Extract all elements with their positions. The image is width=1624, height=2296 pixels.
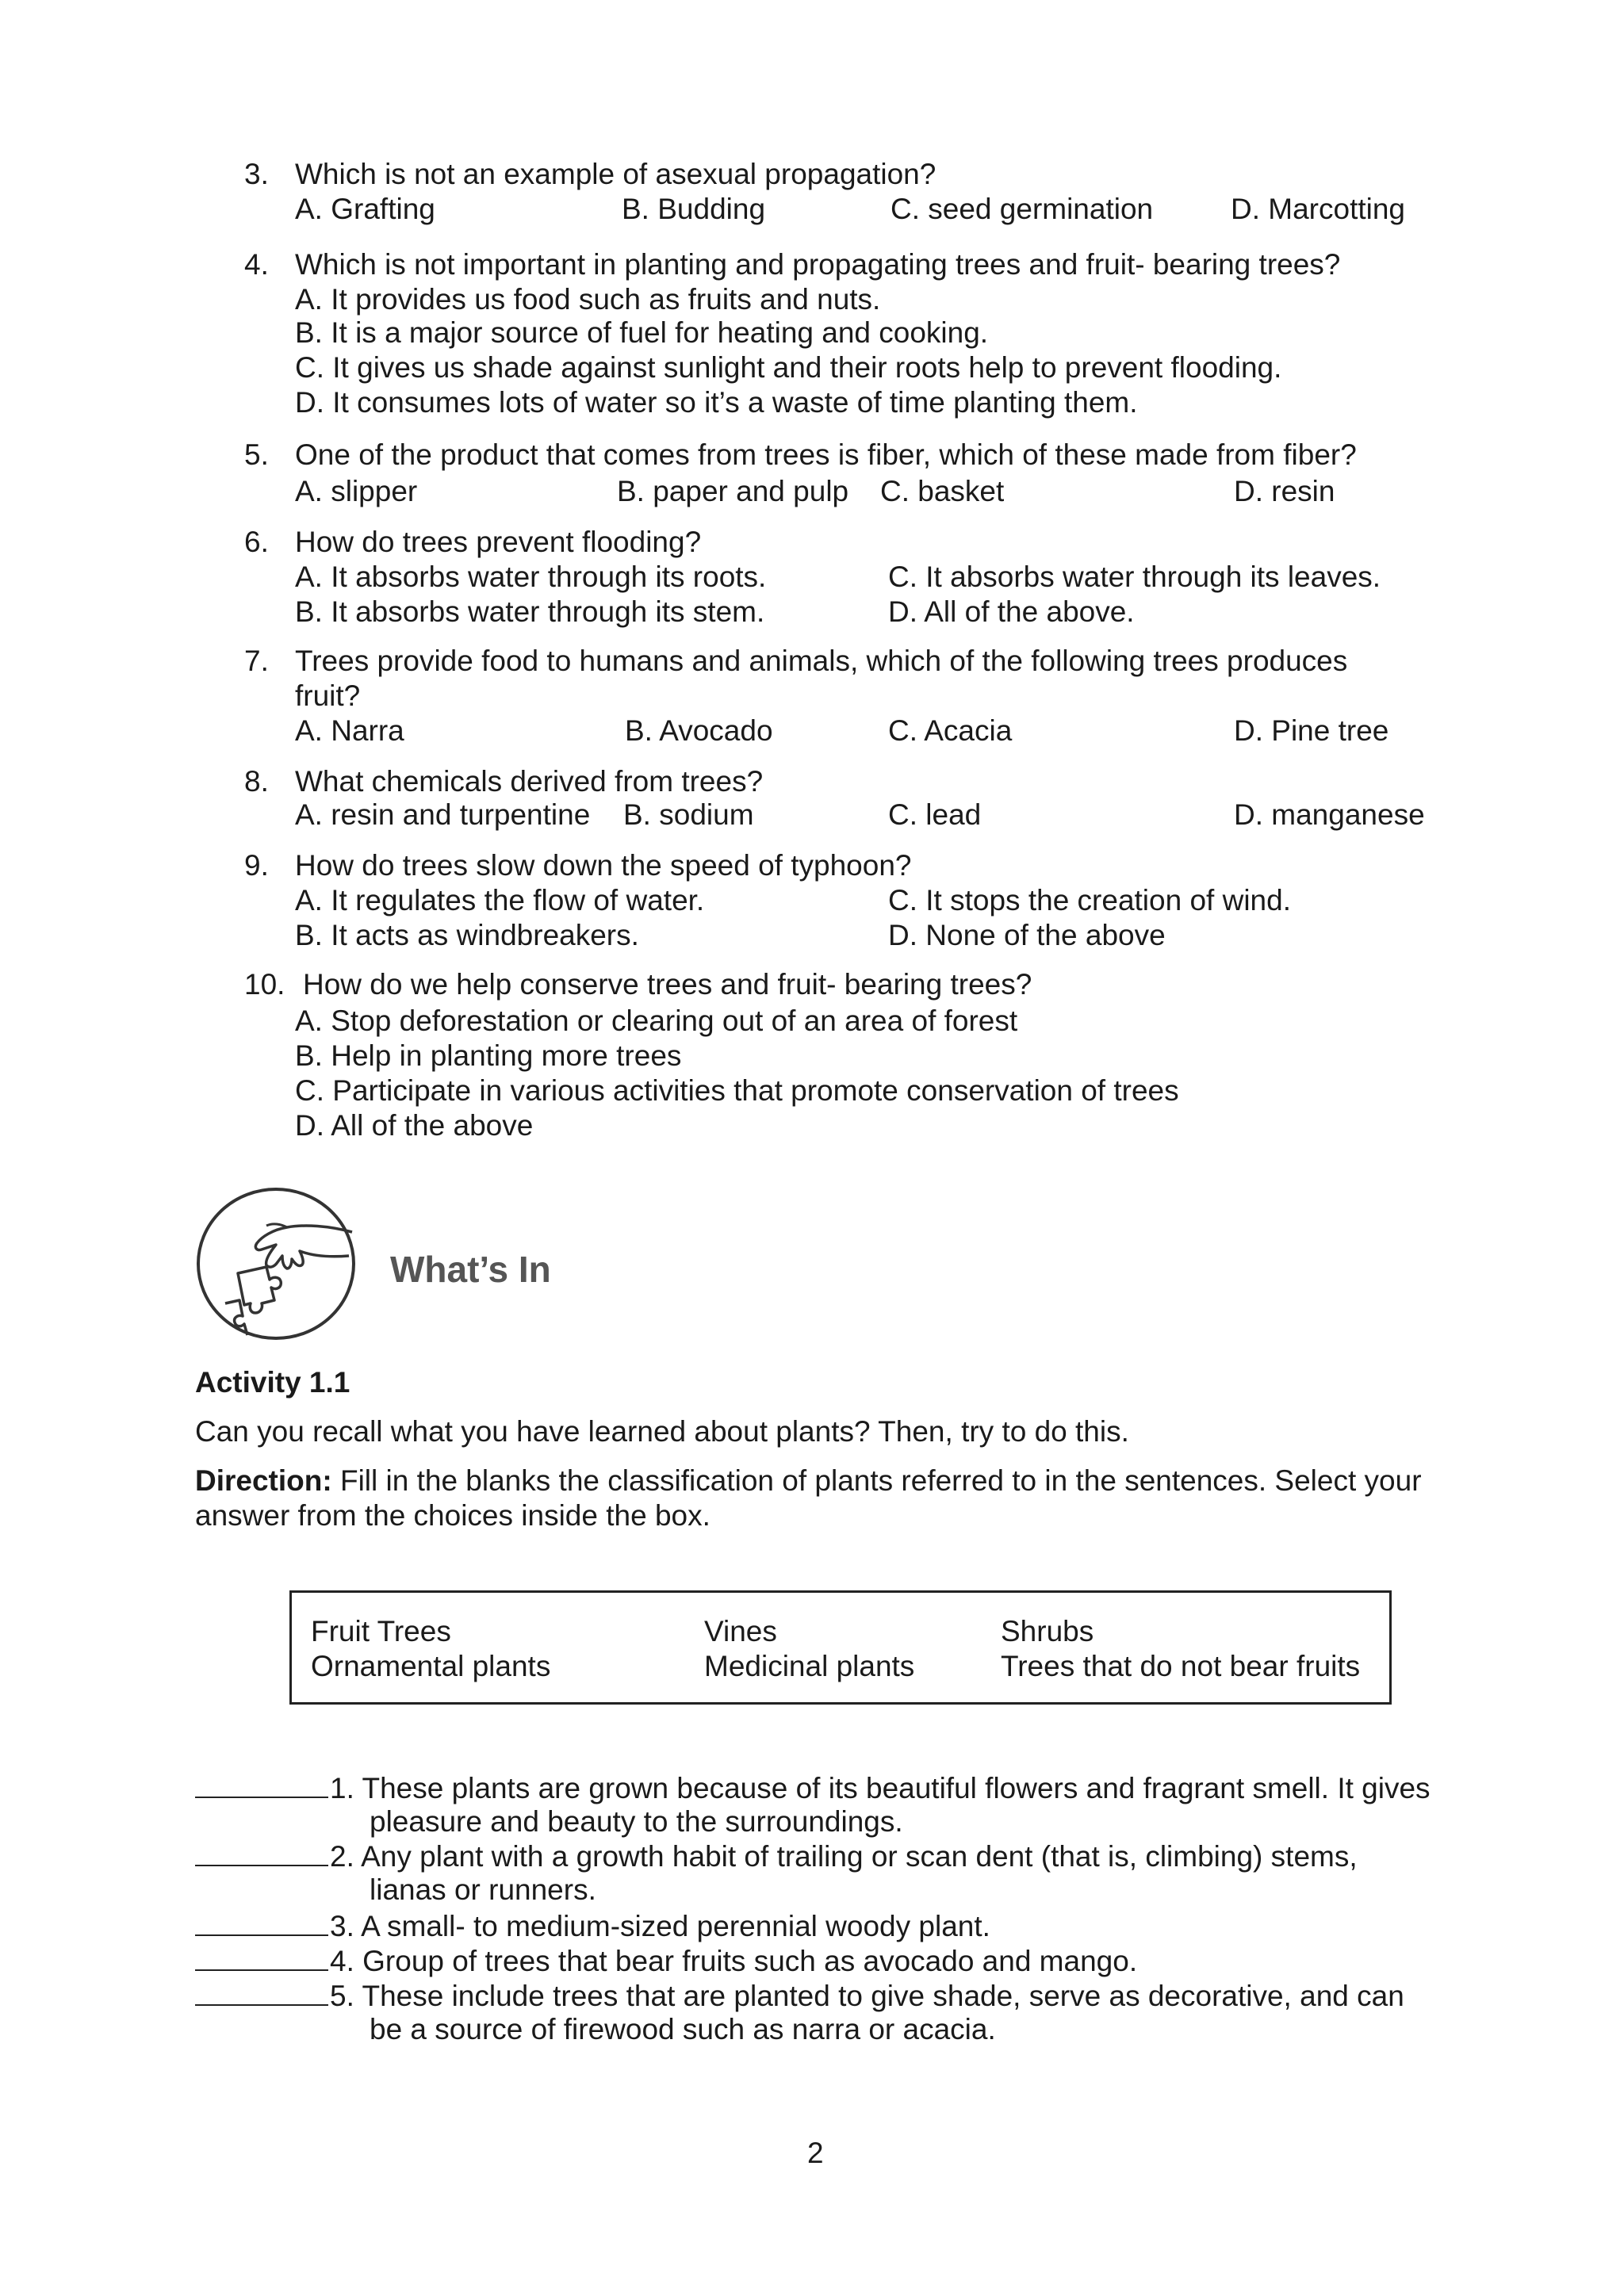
item-text: A small- to medium-sized perennial woody plant. bbox=[354, 1910, 990, 1942]
choice-item: Ornamental plants bbox=[311, 1650, 551, 1682]
option-a: A. It absorbs water through its roots. bbox=[295, 561, 767, 593]
direction-line bbox=[195, 1464, 1422, 1498]
choice-item: Medicinal plants bbox=[704, 1650, 915, 1682]
option-d: D. All of the above. bbox=[888, 595, 1135, 628]
option-c: C. It stops the creation of wind. bbox=[888, 884, 1291, 916]
item-number: 1. bbox=[330, 1772, 354, 1804]
question-stem: What chemicals derived from trees? bbox=[295, 765, 764, 798]
fill-item-1 bbox=[195, 1770, 1431, 1806]
activity-title: Activity 1.1 bbox=[195, 1366, 350, 1399]
option-d: D. Marcotting bbox=[1231, 193, 1406, 225]
question-stem: Trees provide food to humans and animals, which of the following trees produces bbox=[295, 645, 1348, 677]
question-stem: How do trees slow down the speed of typhoon? bbox=[295, 849, 912, 882]
question-number: 4. bbox=[244, 248, 269, 281]
option-c: C. It gives us shade against sunlight and their roots help to prevent flooding. bbox=[295, 351, 1282, 384]
choices-box bbox=[289, 1590, 1392, 1705]
activity-intro: Can you recall what you have learned about plants? Then, try to do this. bbox=[195, 1415, 1129, 1448]
answer-blank[interactable] bbox=[195, 1908, 328, 1936]
option-b: B. Avocado bbox=[625, 714, 773, 747]
question-stem: Which is not important in planting and propagating trees and fruit- bearing trees? bbox=[295, 248, 1341, 281]
fill-item-3 bbox=[195, 1908, 990, 1944]
choice-item: Shrubs bbox=[1001, 1615, 1094, 1647]
question-stem: How do we help conserve trees and fruit- bearing trees? bbox=[303, 968, 1032, 1001]
question-stem-continued: fruit? bbox=[295, 679, 361, 712]
option-c: C. Participate in various activities that promote conservation of trees bbox=[295, 1074, 1179, 1107]
option-a: A. resin and turpentine bbox=[295, 798, 591, 831]
option-a: A. Narra bbox=[295, 714, 404, 747]
direction-text-continued: answer from the choices inside the box. bbox=[195, 1499, 710, 1532]
choice-item: Fruit Trees bbox=[311, 1615, 451, 1647]
option-d: D. resin bbox=[1234, 475, 1335, 507]
option-a: A. It provides us food such as fruits and nuts. bbox=[295, 283, 881, 316]
item-text: Group of trees that bear fruits such as avocado and mango. bbox=[354, 1945, 1138, 1977]
option-a: A. Grafting bbox=[295, 193, 435, 225]
item-text-continued: lianas or runners. bbox=[370, 1873, 596, 1906]
item-text: These plants are grown because of its beautiful flowers and fragrant smell. It gives bbox=[354, 1772, 1431, 1804]
option-c: C. lead bbox=[888, 798, 982, 831]
option-d: D. It consumes lots of water so it’s a waste of time planting them. bbox=[295, 386, 1138, 419]
option-b: B. Help in planting more trees bbox=[295, 1039, 682, 1072]
question-number: 7. bbox=[244, 645, 269, 677]
fill-item-4 bbox=[195, 1942, 1137, 1979]
question-number: 3. bbox=[244, 158, 269, 190]
option-b: B. Budding bbox=[622, 193, 766, 225]
page-number: 2 bbox=[807, 2137, 824, 2169]
item-text: Any plant with a growth habit of trailing or scan dent (that is, climbing) stems, bbox=[354, 1840, 1358, 1873]
answer-blank[interactable] bbox=[195, 1977, 328, 2006]
item-number: 2. bbox=[330, 1840, 354, 1873]
question-number: 5. bbox=[244, 438, 269, 471]
item-number: 3. bbox=[330, 1910, 354, 1942]
option-c: C. seed germination bbox=[891, 193, 1154, 225]
option-c: C. It absorbs water through its leaves. bbox=[888, 561, 1381, 593]
option-b: B. It absorbs water through its stem. bbox=[295, 595, 765, 628]
item-number: 4. bbox=[330, 1945, 354, 1977]
question-stem: One of the product that comes from trees is fiber, which of these made from fiber? bbox=[295, 438, 1357, 471]
option-c: C. Acacia bbox=[888, 714, 1013, 747]
item-text-continued: pleasure and beauty to the surroundings. bbox=[370, 1805, 903, 1838]
answer-blank[interactable] bbox=[195, 1770, 328, 1798]
answer-blank[interactable] bbox=[195, 1942, 328, 1971]
direction-text: Fill in the blanks the classification of plants referred to in the sentences. Select your bbox=[331, 1464, 1422, 1497]
option-a: A. It regulates the flow of water. bbox=[295, 884, 705, 916]
option-b: B. paper and pulp bbox=[617, 475, 849, 507]
fill-item-5 bbox=[195, 1977, 1404, 2014]
option-b: B. It is a major source of fuel for heating and cooking. bbox=[295, 316, 989, 349]
question-stem: Which is not an example of asexual propagation? bbox=[295, 158, 936, 190]
option-d: D. None of the above bbox=[888, 919, 1166, 951]
option-b: B. It acts as windbreakers. bbox=[295, 919, 639, 951]
answer-blank[interactable] bbox=[195, 1838, 328, 1866]
option-d: D. All of the above bbox=[295, 1109, 534, 1142]
section-heading: What’s In bbox=[390, 1249, 551, 1290]
option-b: B. sodium bbox=[623, 798, 754, 831]
hand-puzzle-icon bbox=[193, 1184, 360, 1343]
question-number: 10. bbox=[244, 968, 285, 1001]
option-d: D. manganese bbox=[1234, 798, 1425, 831]
question-stem: How do trees prevent flooding? bbox=[295, 526, 702, 558]
item-text-continued: be a source of firewood such as narra or acacia. bbox=[370, 2013, 996, 2045]
question-number: 9. bbox=[244, 849, 269, 882]
direction-label: Direction: bbox=[195, 1464, 332, 1497]
option-d: D. Pine tree bbox=[1234, 714, 1389, 747]
choice-item: Vines bbox=[704, 1615, 777, 1647]
choice-item: Trees that do not bear fruits bbox=[1001, 1650, 1361, 1682]
option-a: A. Stop deforestation or clearing out of an area of forest bbox=[295, 1004, 1018, 1037]
fill-item-2 bbox=[195, 1838, 1358, 1874]
item-text: These include trees that are planted to give shade, serve as decorative, and can bbox=[354, 1980, 1404, 2012]
item-number: 5. bbox=[330, 1980, 354, 2012]
question-number: 8. bbox=[244, 765, 269, 798]
option-a: A. slipper bbox=[295, 475, 418, 507]
option-c: C. basket bbox=[880, 475, 1005, 507]
question-number: 6. bbox=[244, 526, 269, 558]
